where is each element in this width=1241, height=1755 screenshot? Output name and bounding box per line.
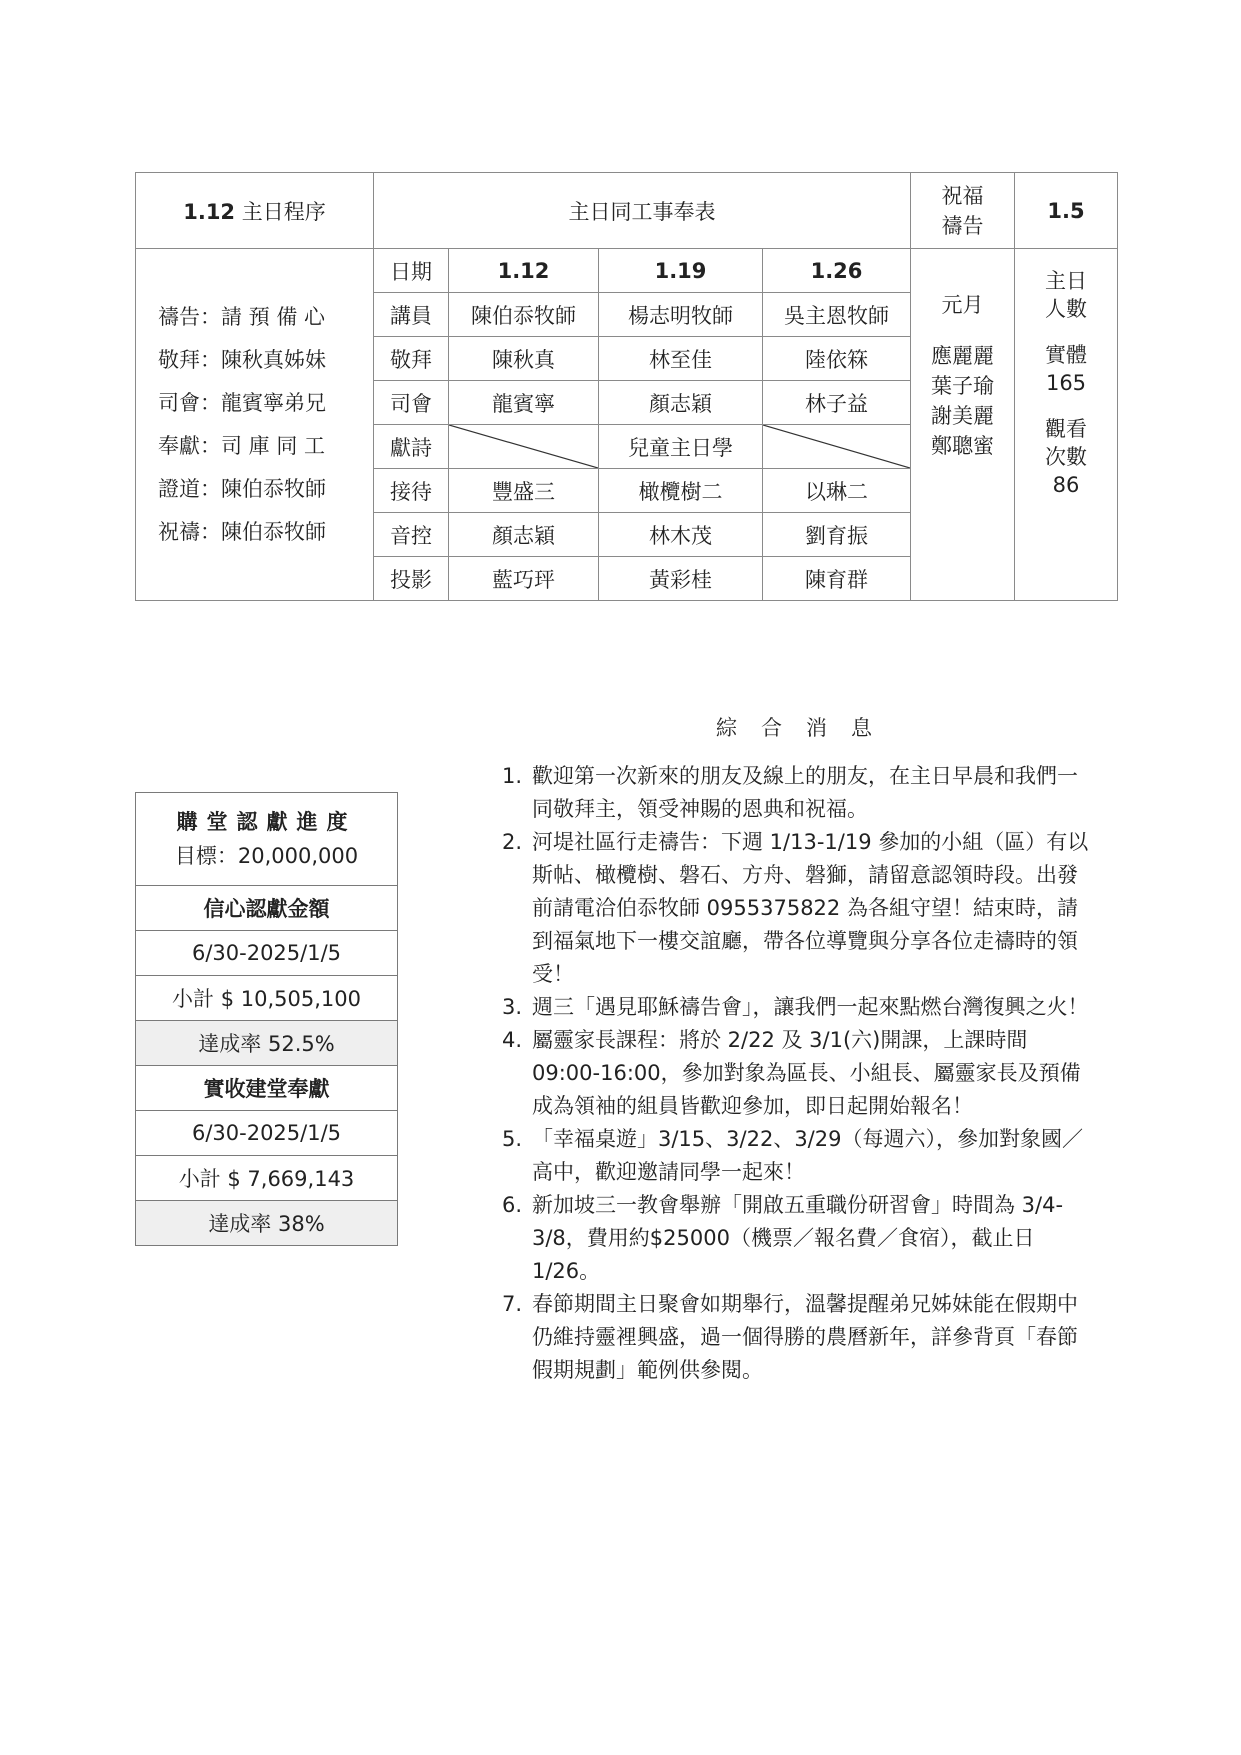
program-header-label: 主日程序 xyxy=(241,199,326,224)
date-label: 日期 xyxy=(374,249,449,293)
empty-slash-cell xyxy=(449,425,599,469)
online-label: 次數 xyxy=(1045,445,1087,469)
program-item: 奉獻：司 庫 同 工 xyxy=(158,433,326,458)
role-label: 敬拜 xyxy=(374,337,449,381)
news-item xyxy=(496,991,1096,1024)
news-item-number: 3. xyxy=(502,995,523,1019)
program-item: 司會：龍賓寧弟兄 xyxy=(158,390,326,415)
date-col: 1.26 xyxy=(763,249,911,293)
blessing-date: 1.5 xyxy=(1015,173,1118,249)
news-item-text: 河堤社區行走禱告：下週 1/13-1/19 參加的小組（區）有以斯帖、橄欖樹、磐石、方舟、磐獅，請留意認領時段。出發前請電洽伯忝牧師 0955375822 為各組守望！結束時，請到福氣地下一樓交誼廳，帶各位導覽與分享各位走禱時的領受！ xyxy=(532,830,1089,986)
table-cell: 林子益 xyxy=(763,381,911,425)
pledge-header xyxy=(136,793,398,886)
empty-slash-cell xyxy=(763,425,911,469)
table-cell: 顏志穎 xyxy=(449,513,599,557)
news-item-number: 1. xyxy=(502,764,523,788)
table-cell: 龍賓寧 xyxy=(449,381,599,425)
table-cell: 以琳二 xyxy=(763,469,911,513)
actual-offering-subtotal: 小計 $ 7,669,143 xyxy=(136,1156,398,1201)
role-label: 接待 xyxy=(374,469,449,513)
news-item xyxy=(496,826,1096,991)
program-item: 證道：陳伯忝牧師 xyxy=(158,476,326,501)
table-cell: 陳伯忝牧師 xyxy=(449,293,599,337)
diagonal-slash xyxy=(763,425,910,468)
news-item-text: 「幸福桌遊」3/15、3/22、3/29（每週六），參加對象國／高中，歡迎邀請同學一起來！ xyxy=(532,1127,1083,1184)
program-item: 敬拜：陳秋真姊妹 xyxy=(158,347,326,372)
table-cell: 陳秋真 xyxy=(449,337,599,381)
news-item xyxy=(496,1288,1096,1387)
blessing-month: 元月 xyxy=(941,293,984,317)
blessing-names xyxy=(911,341,1014,461)
blessing-name: 鄭聰蜜 xyxy=(931,434,994,458)
blessing-header-line-1: 祝福 xyxy=(941,183,984,208)
faith-pledge-period: 6/30-2025/1/5 xyxy=(136,931,398,976)
role-label: 音控 xyxy=(374,513,449,557)
news-item xyxy=(496,1123,1096,1189)
table-cell: 劉育振 xyxy=(763,513,911,557)
blessing-name: 謝美麗 xyxy=(931,404,994,428)
table-cell: 顏志穎 xyxy=(599,381,763,425)
attendance-label: 人數 xyxy=(1045,297,1087,321)
program-item: 禱告：請 預 備 心 xyxy=(158,304,326,329)
news-item-text: 歡迎第一次新來的朋友及線上的朋友，在主日早晨和我們一同敬拜主，領受神賜的恩典和祝福。 xyxy=(532,764,1078,821)
attendance-label: 主日 xyxy=(1045,269,1087,293)
news-item-number: 4. xyxy=(502,1028,523,1052)
role-label: 司會 xyxy=(374,381,449,425)
table-cell: 橄欖樹二 xyxy=(599,469,763,513)
blessing-header xyxy=(911,173,1015,249)
table-cell: 陳育群 xyxy=(763,557,911,601)
news-item xyxy=(496,1189,1096,1288)
news-item-number: 5. xyxy=(502,1127,523,1151)
pledge-progress-box xyxy=(135,792,398,1246)
role-label: 獻詩 xyxy=(374,425,449,469)
onsite-value: 165 xyxy=(1045,371,1087,395)
news-item xyxy=(496,1024,1096,1123)
news-item-text: 春節期間主日聚會如期舉行，溫馨提醒弟兄姊妹能在假期中仍維持靈裡興盛，過一個得勝的農曆新年，詳參背頁「春節假期規劃」範例供參閱。 xyxy=(532,1292,1078,1382)
diagonal-slash xyxy=(449,425,598,468)
attendance-cell xyxy=(1015,249,1118,601)
table-cell: 陸依箖 xyxy=(763,337,911,381)
table-cell: 黃彩桂 xyxy=(599,557,763,601)
table-cell: 楊志明牧師 xyxy=(599,293,763,337)
actual-offering-period: 6/30-2025/1/5 xyxy=(136,1111,398,1156)
date-col: 1.19 xyxy=(599,249,763,293)
news-title: 綜合消息 xyxy=(716,716,896,740)
pledge-target: 目標：20,000,000 xyxy=(174,844,359,868)
faith-pledge-label: 信心認獻金額 xyxy=(136,886,398,931)
news-list xyxy=(496,760,1096,1387)
role-label: 投影 xyxy=(374,557,449,601)
table-cell: 吳主恩牧師 xyxy=(763,293,911,337)
blessing-name: 葉子瑜 xyxy=(931,374,994,398)
blessing-cell xyxy=(911,249,1015,601)
program-list xyxy=(136,249,374,601)
faith-pledge-rate: 達成率 52.5% xyxy=(136,1021,398,1066)
pledge-title: 購堂認獻進度 xyxy=(176,810,357,834)
actual-offering-label: 實收建堂奉獻 xyxy=(136,1066,398,1111)
faith-pledge-subtotal: 小計 $ 10,505,100 xyxy=(136,976,398,1021)
news-item-text: 新加坡三一教會舉辦「開啟五重職份研習會」時間為 3/4-3/8，費用約$25000（機票／報名費／食宿），截止日 1/26。 xyxy=(532,1193,1064,1283)
news-item-number: 6. xyxy=(502,1193,523,1217)
role-label: 講員 xyxy=(374,293,449,337)
blessing-name: 應麗麗 xyxy=(931,344,994,368)
online-value: 86 xyxy=(1052,473,1080,497)
onsite-label: 實體 xyxy=(1045,343,1087,367)
news-item-number: 2. xyxy=(502,830,523,854)
program-header xyxy=(136,173,374,249)
actual-offering-rate: 達成率 38% xyxy=(136,1201,398,1246)
table-cell: 林至佳 xyxy=(599,337,763,381)
news-item-text: 週三「遇見耶穌禱告會」，讓我們一起來點燃台灣復興之火！ xyxy=(532,995,1089,1019)
sunday-schedule-table xyxy=(135,172,1118,601)
table-cell: 藍巧玶 xyxy=(449,557,599,601)
news-item-number: 7. xyxy=(502,1292,523,1316)
program-item: 祝禱：陳伯忝牧師 xyxy=(158,519,326,544)
table-cell: 豐盛三 xyxy=(449,469,599,513)
blessing-header-line-2: 禱告 xyxy=(941,213,984,238)
news-item xyxy=(496,760,1096,826)
table-cell: 兒童主日學 xyxy=(599,425,763,469)
roster-title: 主日同工事奉表 xyxy=(374,173,911,249)
online-label: 觀看 xyxy=(1045,417,1087,441)
program-header-date: 1.12 xyxy=(183,199,236,224)
table-cell: 林木茂 xyxy=(599,513,763,557)
news-item-text: 屬靈家長課程：將於 2/22 及 3/1(六)開課，上課時間 09:00-16:00，參加對象為區長、小組長、屬靈家長及預備成為領袖的組員皆歡迎參加，即日起開始報名！ xyxy=(532,1028,1081,1118)
date-col: 1.12 xyxy=(449,249,599,293)
